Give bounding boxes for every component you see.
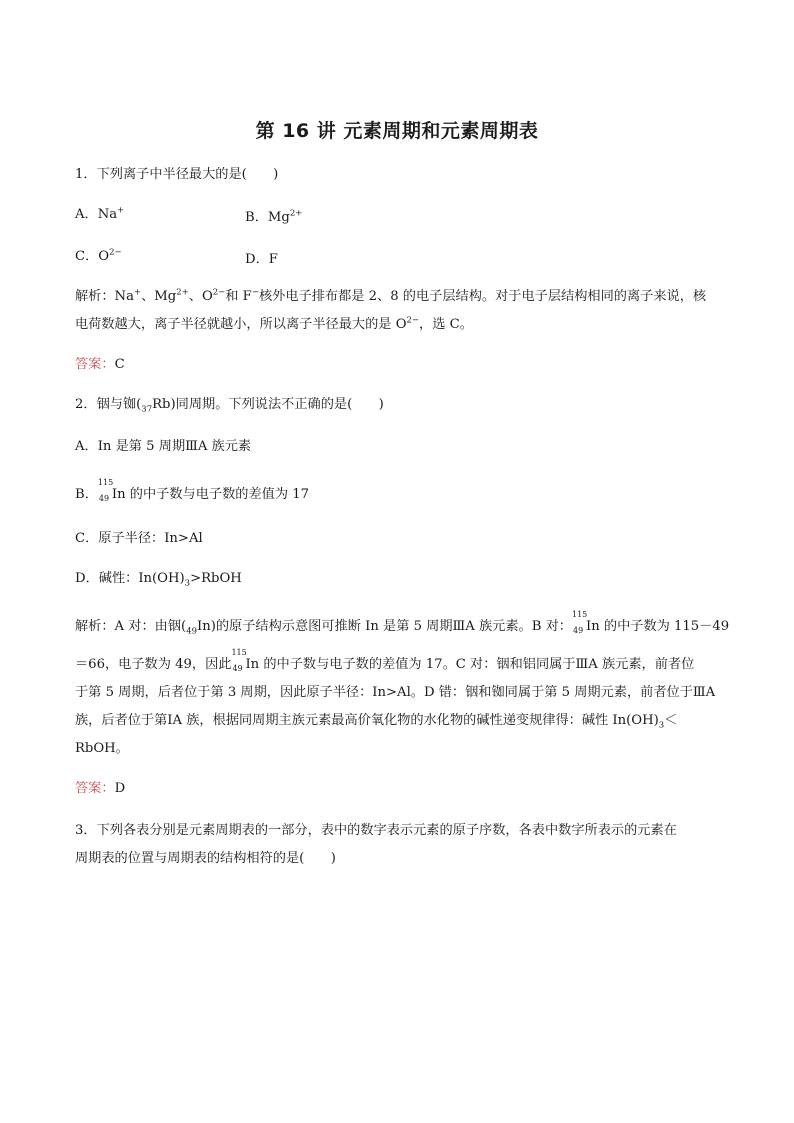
q3-stem-line-2: 周期表的位置与周期表的结构相符的是( )	[75, 851, 336, 866]
q1-option-b: B．$Mg^{2+}$	[245, 208, 303, 225]
q1-analysis-line-1: 解析：Na+、$Mg^{2+}$、$O^{2-}$和 F−核外电子排布都是 2、8 的电子层结构。对于电子层结构相同的离子来说，核	[75, 287, 707, 304]
page-title: 第 16 讲 元素周期和元素周期表	[255, 120, 539, 142]
q2-option-c: C．原子半径：In>Al	[75, 531, 203, 546]
answer-label: 答案：	[75, 781, 115, 796]
q3-stem-line-1: 3．下列各表分别是元素周期表的一部分，表中的数字表示元素的原子序数，各表中数字所表示的元素在	[75, 823, 677, 838]
q2-analysis-line-5: RbOH。	[75, 741, 129, 756]
nuclide-in-115: 115 49	[571, 610, 588, 635]
answer-label: 答案：	[75, 357, 115, 372]
q1-answer	[75, 356, 125, 374]
q2-option-d: D．碱性：$In(OH)_3>RbOH$	[75, 571, 242, 589]
q1-analysis-line-2: 电荷数越大，离子半径就越小，所以离子半径最大的是 $O^{2-}$，选 C。	[75, 315, 473, 332]
q2-option-a: A．In 是第 5 周期ⅢA 族元素	[75, 439, 252, 454]
q2-stem: 2．铟与铷$(_{37}Rb)$同周期。下列说法不正确的是( )	[75, 397, 384, 415]
q2-analysis-line-4: 族，后者位于第ⅠA 族，根据同周期主族元素最高价氧化物的水化物的碱性递变规律得：碱性 $In(OH)_3<$	[75, 713, 678, 731]
q2-answer	[75, 780, 125, 798]
q2-analysis-line-1: 解析：A 对：由铟$(_{49}In)$的原子结构示意图可推断 In 是第 5 周期ⅢA 族元素。B 对： 115 49 In 的中子数为 115－49	[75, 610, 730, 637]
q2-option-b: B． 115 49 In 的中子数与电子数的差值为 17	[75, 478, 310, 503]
q1-option-c: C．$O^{2-}$	[75, 247, 122, 264]
nuclide-in-115: 115 49	[231, 648, 247, 673]
q2-analysis-line-3: 于第 5 周期，后者位于第 3 周期，因此原子半径：In>Al。D 错：铟和铷同属于第 5 周期元素，前者位于ⅢA	[75, 685, 716, 700]
nuclide-in-115: 115 49	[97, 478, 114, 503]
answer-value: D	[114, 781, 126, 796]
answer-value: C	[114, 357, 125, 372]
q1-stem: 1．下列离子中半径最大的是( )	[75, 167, 279, 182]
q1-option-d: D．F	[245, 252, 278, 267]
q2-analysis-line-2: ＝66，电子数为 49，因此 115 49 In 的中子数与电子数的差值为 17。C 对：铟和铝同属于ⅢA 族元素，前者位	[75, 648, 695, 673]
q1-option-a: A．Na+	[75, 205, 125, 222]
